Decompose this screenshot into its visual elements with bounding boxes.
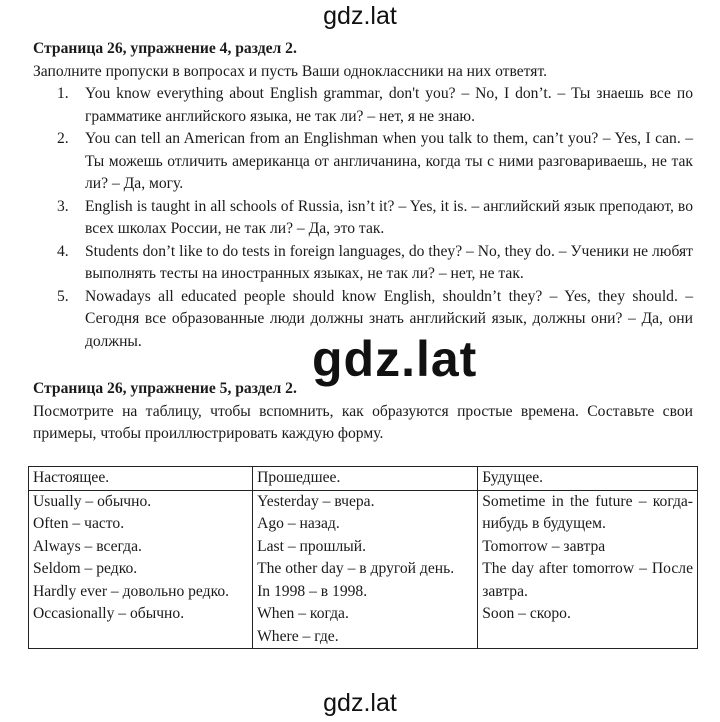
watermark-middle: gdz.lat	[312, 331, 478, 387]
item-number: 5.	[57, 287, 69, 305]
watermark-top: gdz.lat	[323, 2, 397, 30]
list-item	[33, 83, 693, 128]
item-text: You know everything about English grammar, don't you? – No, I don’t. – Ты знаешь все по грамматике английского языка, не так ли? – нет, я не знаю.	[85, 85, 693, 125]
header-present: Настоящее.	[29, 467, 253, 491]
item-number: 3.	[57, 197, 69, 215]
exercise-4-instruction: Заполните пропуски в вопросах и пусть Ваши одноклассники на них ответят.	[33, 62, 547, 80]
exercise-4-list	[33, 83, 693, 353]
item-text: Nowadays all educated people should know English, shouldn’t they? – Yes, they should. – Сегодня все образованные люди должны знать английский язык, должны они? – Да, они должны.	[85, 287, 693, 350]
cell-line: Seldom – редко.	[33, 560, 138, 577]
future-column	[478, 490, 698, 649]
cell-line: In 1998 – в 1998.	[257, 582, 368, 600]
cell-line: Hardly ever – довольно редко.	[33, 582, 230, 600]
item-number: 1.	[57, 85, 69, 102]
cell-line: Ago – назад.	[257, 515, 340, 532]
present-column	[29, 490, 253, 649]
tenses-table	[28, 466, 698, 649]
cell-line: Tomorrow – завтра	[482, 537, 606, 555]
table-row	[29, 490, 698, 649]
cell-line: Always – всегда.	[33, 537, 142, 555]
cell-line: Yesterday – вчера.	[257, 492, 375, 510]
item-text: You can tell an American from an Englishman when you talk to them, can’t you? – Yes, I can. – Ты можешь отличить американца от англичанина, когда ты с ними разговариваешь, не так ли? – Да, могу.	[85, 130, 693, 192]
item-number: 2.	[57, 130, 69, 147]
cell-line: Soon – скоро.	[482, 605, 571, 622]
list-item	[33, 128, 693, 196]
cell-line: Often – часто.	[33, 515, 125, 532]
watermark-bottom: gdz.lat	[323, 689, 397, 717]
item-text: English is taught in all schools of Russia, isn’t it? – Yes, it is. – английский язык преподают, во всех школах России, не так ли? – Да, это так.	[85, 197, 693, 237]
past-column	[253, 490, 478, 649]
cell-line: Sometime in the future – когда-нибудь в будущем.	[482, 492, 693, 532]
cell-line: Last – прошлый.	[257, 537, 366, 555]
list-item	[33, 196, 693, 241]
exercise-5-title: Страница 26, упражнение 5, раздел 2.	[33, 380, 297, 397]
cell-line: Usually – обычно.	[33, 492, 152, 510]
item-number: 4.	[57, 242, 69, 260]
cell-line: The day after tomorrow – После завтра.	[482, 560, 693, 600]
exercise-5-instruction: Посмотрите на таблицу, чтобы вспомнить, как образуются простые времена. Составьте свои примеры, чтобы проиллюстрировать каждую форму.	[33, 402, 693, 442]
cell-line: Occasionally – обычно.	[33, 605, 185, 622]
cell-line: Where – где.	[257, 627, 339, 645]
header-future: Будущее.	[478, 467, 698, 491]
exercise-4-title: Страница 26, упражнение 4, раздел 2.	[33, 40, 297, 57]
item-text: Students don’t like to do tests in foreign languages, do they? – No, they do. – Ученики не любят выполнять тесты на иностранных языках, не так ли? – нет, не так.	[85, 242, 693, 282]
cell-line: When – когда.	[257, 605, 349, 622]
table-header-row	[29, 467, 698, 491]
cell-line: The other day – в другой день.	[257, 560, 455, 577]
list-item	[33, 241, 693, 286]
header-past: Прошедшее.	[253, 467, 478, 491]
exercise-5-section	[33, 378, 693, 446]
exercise-4-section	[33, 38, 693, 353]
